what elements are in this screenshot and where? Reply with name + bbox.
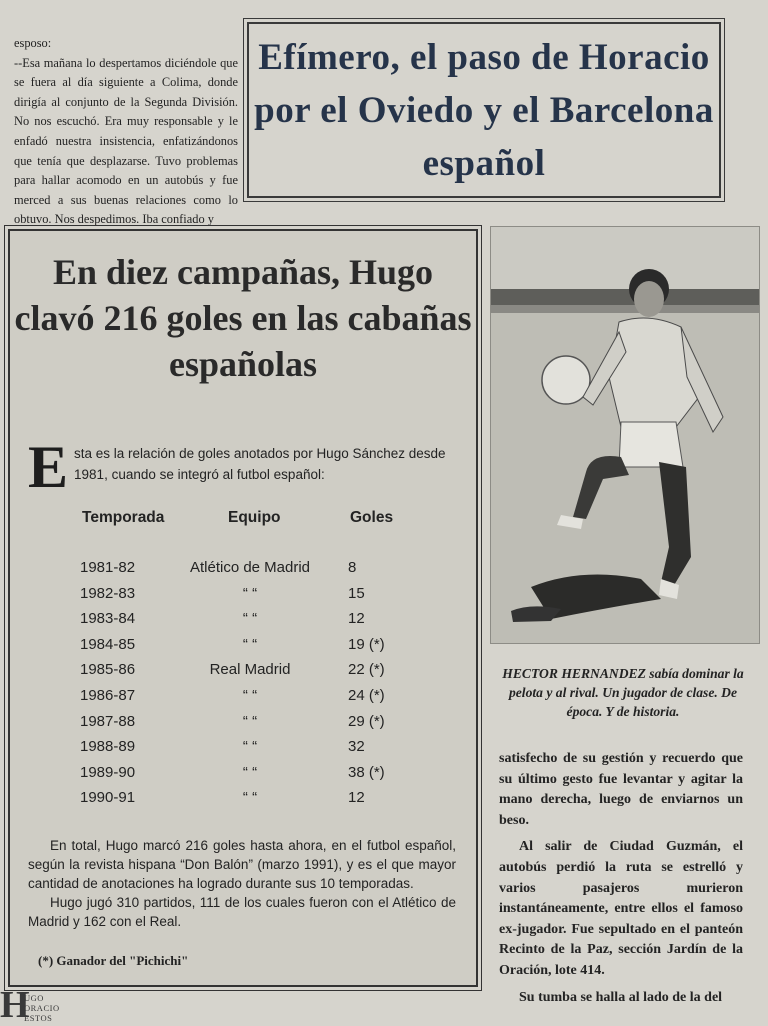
goals-cell: 32	[348, 738, 365, 756]
player-photo	[490, 226, 760, 644]
photo-caption: HECTOR HERNANDEZ sabía dominar la pelota y al rival. Un jugador de clase. De época. Y de historia.	[502, 666, 744, 719]
goals-box-title: En diez campañas, Hugo clavó 216 goles en las cabañas españolas	[14, 252, 472, 384]
team-cell: “ “	[242, 686, 258, 704]
team-cell: Real Madrid	[209, 661, 291, 679]
season-cell: 1987-88	[80, 712, 136, 730]
team-cell: “ “	[242, 712, 258, 730]
season-cell: 1986-87	[80, 686, 136, 704]
season-cell: 1983-84	[80, 610, 136, 628]
season-cell: 1989-90	[80, 763, 136, 781]
goals-cell: 29 (*)	[348, 712, 385, 730]
drop-cap: E	[28, 434, 69, 500]
header-team: Equipo	[228, 509, 281, 526]
team-cell: “ “	[242, 610, 258, 628]
season-cell: 1990-91	[80, 789, 136, 807]
goals-table-row	[10, 687, 472, 713]
headline: Efímero, el paso de Horacio por el Oviedo y el Barcelona español	[254, 36, 714, 184]
goals-summary	[28, 836, 456, 931]
player-photo-illustration	[491, 227, 759, 643]
goals-table-row	[10, 610, 472, 636]
brand-line: ORACIO	[24, 1003, 60, 1013]
team-cell: “ “	[242, 635, 258, 653]
goals-table-row	[10, 764, 472, 790]
team-cell: “ “	[242, 763, 258, 781]
goals-table-row	[10, 789, 472, 815]
pichichi-footnote: (*) Ganador del "Pichichi"	[38, 953, 189, 968]
brand-line: UGO	[24, 993, 44, 1003]
article-paragraph: satisfecho de su gestión y recuerdo que su último gesto fue levantar y agitar la mano derecha, luego de enviarnos un beso.	[499, 751, 743, 828]
article-text-top-left	[14, 34, 238, 230]
article-paragraph: Su tumba se halla al lado de la del	[519, 989, 723, 1005]
season-cell: 1982-83	[80, 584, 136, 602]
goals-cell: 12	[348, 789, 365, 807]
brand-line: ESTOS	[24, 1013, 53, 1023]
goals-cell: 15	[348, 584, 365, 602]
goals-table-row	[10, 559, 472, 585]
goals-intro-text: sta es la relación de goles anotados por Hugo Sánchez desde 1981, cuando se integró al futbol español:	[74, 446, 446, 482]
summary-paragraph: Hugo jugó 310 partidos, 111 de los cuales fueron con el Atlético de Madrid y 162 con el Real.	[28, 895, 456, 929]
header-goals: Goles	[350, 509, 394, 526]
team-cell: “ “	[242, 789, 258, 807]
goals-table-row	[10, 636, 472, 662]
goals-cell: 8	[348, 559, 357, 576]
goals-table	[10, 509, 472, 807]
goals-table-rows	[10, 559, 472, 815]
team-cell: “ “	[242, 738, 258, 756]
goals-table-row	[10, 661, 472, 687]
summary-paragraph: En total, Hugo marcó 216 goles hasta ahora, en el futbol español, según la revista hispana “Don Balón” (marzo 1991), y es el que mayor cantidad de anotaciones ha logrado durante sus 10 temporadas.	[28, 838, 456, 891]
magazine-brand-logo	[0, 986, 80, 1024]
header-season: Temporada	[82, 509, 165, 526]
goals-intro	[28, 434, 456, 500]
headline-box	[247, 22, 721, 198]
goals-table-row	[10, 738, 472, 764]
goals-cell: 38 (*)	[348, 763, 385, 781]
season-cell: 1981-82	[80, 559, 136, 576]
goals-table-row	[10, 585, 472, 611]
goals-cell: 12	[348, 610, 365, 628]
article-paragraph: Al salir de Ciudad Guzmán, el autobús perdió la ruta se estrelló y varios pasajeros murieron instantáneamente, entre ellos el famoso ex-jugador. Fue sepultado en el panteón Recinto de la Paz, sección Jardín de la Oración, lote 414.	[499, 839, 743, 978]
team-cell: Atlético de Madrid	[189, 559, 311, 576]
goals-table-header	[10, 509, 472, 533]
season-cell: 1985-86	[80, 661, 136, 679]
goals-table-row	[10, 713, 472, 739]
team-cell: “ “	[242, 584, 258, 602]
article-paragraph: esposo: --Esa mañana lo despertamos diciéndole que se fuera al día siguiente a Colima, donde dirigía al conjunto de la Segunda División. No nos escuchó. Era muy responsable y le enfadó nuestra insistencia, enfatizándonos que tenía que desplazarse. Tuvo problemas para hallar acomodo en un autobús y fue merced a sus buenas relaciones como lo obtuvo. Nos despedimos. Iba confiado y	[14, 36, 238, 227]
goals-cell: 19 (*)	[348, 635, 385, 653]
season-cell: 1984-85	[80, 635, 136, 653]
brand-initial: H	[0, 984, 30, 1026]
goals-sidebar-box	[8, 229, 478, 987]
season-cell: 1988-89	[80, 738, 136, 756]
article-text-right	[499, 749, 743, 1008]
goals-cell: 22 (*)	[348, 661, 385, 679]
goals-cell: 24 (*)	[348, 686, 385, 704]
